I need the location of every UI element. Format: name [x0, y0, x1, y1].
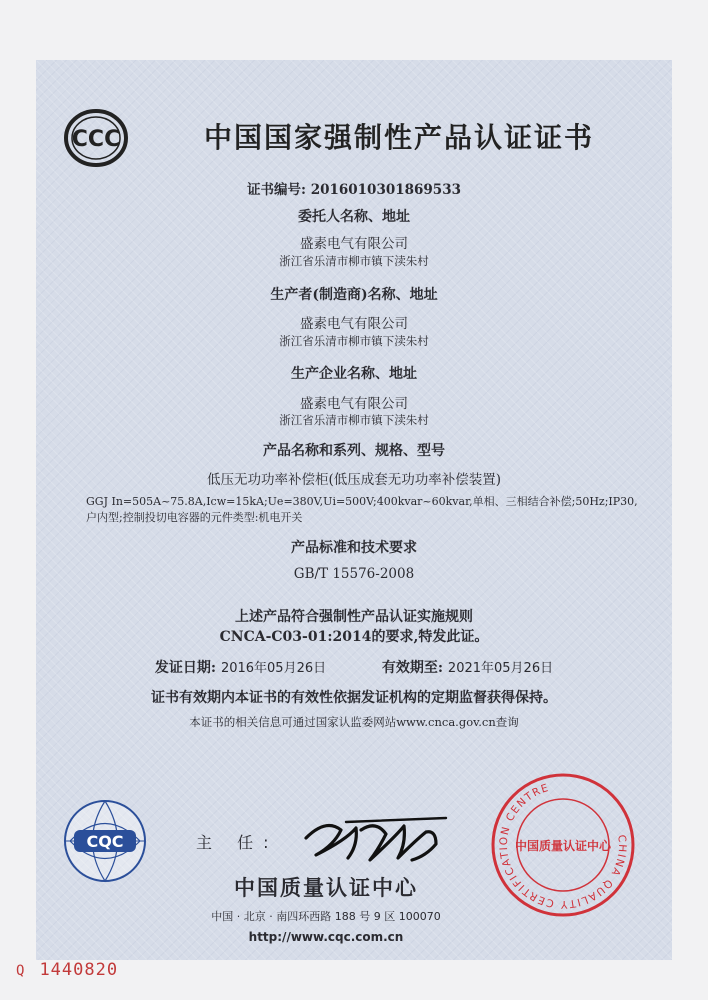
serial-number [16, 960, 118, 980]
cqc-logo [60, 796, 150, 886]
issue-date-label: 发证日期: [154, 660, 217, 676]
director-signature [286, 800, 456, 870]
issuing-organization: 中国质量认证中心 [234, 876, 418, 900]
info-note: 本证书的相关信息可通过国家认监委网站www.cnca.gov.cn查询 [189, 715, 519, 729]
client-name: 盛素电气有限公司 [300, 236, 408, 252]
conformity-line-2: CNCA-C03-01:2014的要求,特发此证。 [219, 629, 489, 645]
certificate-number-line [36, 178, 672, 198]
official-seal [490, 772, 636, 918]
client-heading: 委托人名称、地址 [298, 209, 410, 225]
manufacturer-heading: 生产者(制造商)名称、地址 [270, 287, 438, 303]
product-heading: 产品名称和系列、规格、型号 [263, 443, 445, 459]
certificate-number-label: 证书编号: [247, 182, 306, 198]
expiry-date-label: 有效期至: [381, 660, 444, 676]
manufacturer-name: 盛素电气有限公司 [300, 316, 408, 332]
certificate-sheet [36, 60, 672, 960]
product-name: 低压无功功率补偿柜(低压成套无功功率补偿装置) [206, 472, 502, 488]
manufacturer-address: 浙江省乐清市柳市镇下渎朱村 [279, 334, 429, 348]
issue-date: 2016年05月26日 [220, 661, 327, 676]
svg-text:CQC: CQC [86, 832, 124, 851]
dates-line [36, 657, 672, 677]
director-label: 主 任: [196, 833, 279, 852]
expiry-date: 2021年05月26日 [447, 661, 554, 676]
standard-heading: 产品标准和技术要求 [291, 540, 417, 556]
product-spec: GGJ In=505A~75.8A,Icw=15kA;Ue=380V,Ui=500V;400kvar~60kvar,单相、三相结合补偿;50Hz;IP30,户内型;控制投切电容器的元件类型:机电开关 [86, 495, 638, 524]
conformity-line-1: 上述产品符合强制性产品认证实施规则 [235, 609, 473, 625]
factory-heading: 生产企业名称、地址 [291, 366, 417, 382]
ccc-logo [64, 106, 128, 170]
organization-address: 中国 · 北京 · 南四环西路 188 号 9 区 100070 [211, 910, 441, 923]
factory-name: 盛素电气有限公司 [300, 396, 408, 412]
serial-value: 1440820 [39, 960, 119, 980]
svg-text:CHINA QUALITY CERTIFICATION CE: CHINA QUALITY CERTIFICATION CENTRE [497, 781, 629, 911]
serial-prefix: Q [16, 963, 26, 979]
factory-address: 浙江省乐清市柳市镇下渎朱村 [279, 413, 429, 427]
client-address: 浙江省乐清市柳市镇下渎朱村 [279, 254, 429, 268]
validity-statement: 证书有效期内本证书的有效性依据发证机构的定期监督获得保持。 [151, 690, 557, 706]
standard-value: GB/T 15576-2008 [293, 566, 415, 582]
organization-url: http://www.cqc.com.cn [248, 930, 404, 944]
certificate-title: 中国国家强制性产品认证证书 [203, 121, 594, 154]
certificate-number: 2016010301869533 [310, 182, 461, 198]
svg-text:中国质量认证中心: 中国质量认证中心 [514, 839, 612, 853]
svg-text:CCC: CCC [71, 127, 121, 152]
